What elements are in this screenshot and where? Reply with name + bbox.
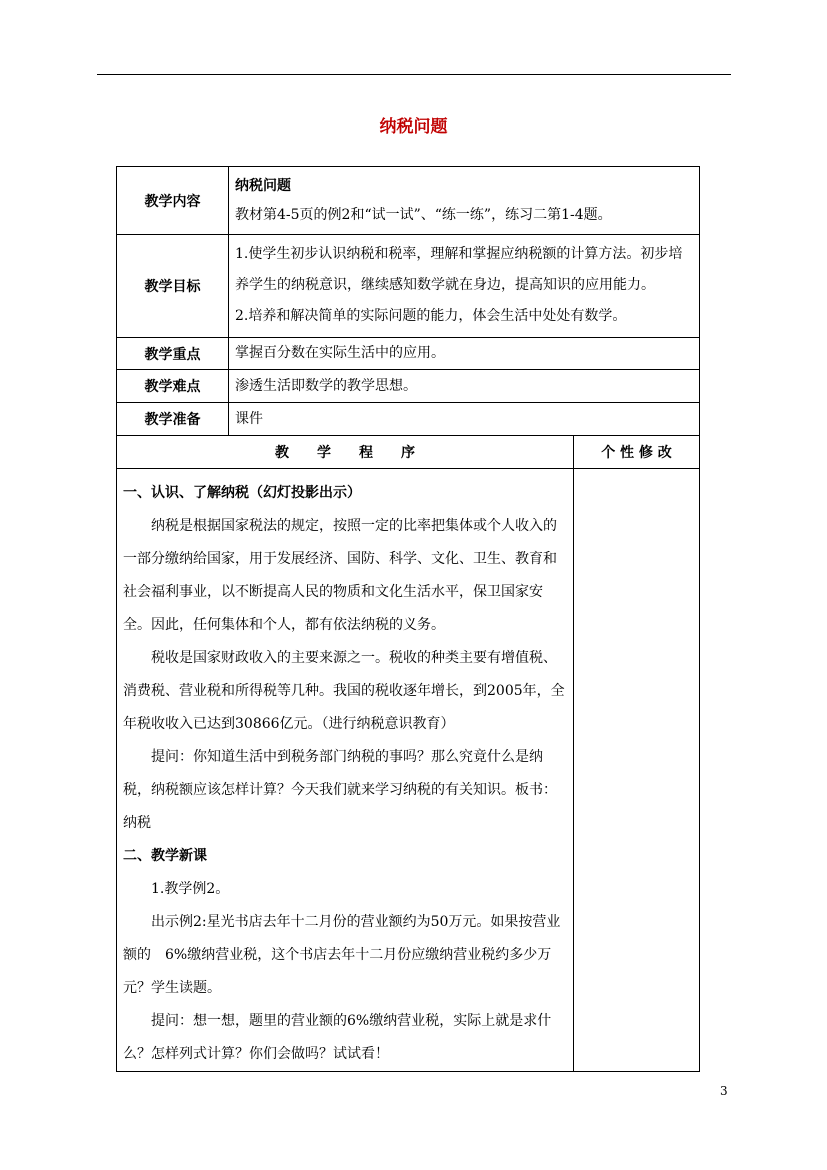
row-teaching-content <box>117 167 700 235</box>
row-headers <box>117 436 700 469</box>
section-1-title: 一、认识、了解纳税（幻灯投影出示） <box>123 485 361 501</box>
section-2-para-2: 出示例2:星光书店去年十二月份的营业额约为50万元。如果按营业额的 6%缴纳营业税，这个书店去年十二月份应缴纳营业税约多少万元？学生读题。 <box>123 914 561 996</box>
label-preparation: 教学准备 <box>117 403 229 436</box>
preparation-text: 课件 <box>229 403 700 436</box>
procedure-content <box>117 469 574 1072</box>
header-rule <box>97 74 731 75</box>
section-2-para-1: 1.教学例2。 <box>151 881 230 897</box>
row-teaching-goals <box>117 235 700 338</box>
modify-column <box>574 469 700 1072</box>
section-1-para-3: 提问：你知道生活中到税务部门纳税的事吗？那么究竟什么是纳税，纳税额应该怎样计算？今天我们就来学习纳税的有关知识。板书：纳税 <box>123 749 557 831</box>
section-1-para-2: 税收是国家财政收入的主要来源之一。税收的种类主要有增值税、消费税、营业税和所得税等几种。我国的税收逐年增长，到2005年，全年税收收入已达到30866亿元。（进行纳税意识教育） <box>123 650 565 732</box>
goal-2: 2.培养和解决简单的实际问题的能力，体会生活中处处有数学。 <box>235 308 627 324</box>
row-difficulties <box>117 370 700 403</box>
section-2-title: 二、教学新课 <box>123 848 207 864</box>
label-key-points: 教学重点 <box>117 338 229 370</box>
header-modify: 个 性 修 改 <box>574 436 700 469</box>
label-teaching-content: 教学内容 <box>117 167 229 235</box>
content-title: 纳税问题 <box>235 178 291 194</box>
document-title: 纳税问题 <box>379 117 448 137</box>
label-difficulties: 教学难点 <box>117 370 229 403</box>
row-key-points <box>117 338 700 370</box>
header-procedure: 教 学 程 序 <box>117 436 574 469</box>
row-procedure-body <box>117 469 700 1072</box>
difficulties-text: 渗透生活即数学的教学思想。 <box>229 370 700 403</box>
page-number: 3 <box>720 1084 728 1098</box>
content-detail: 教材第4-5页的例2和“试一试”、“练一练”，练习二第1-4题。 <box>235 207 612 223</box>
goal-1: 1.使学生初步认识纳税和税率，理解和掌握应纳税额的计算方法。初步培养学生的纳税意识，继续感知数学就在身边，提高知识的应用能力。 <box>235 246 683 293</box>
section-2-para-3: 提问：想一想，题里的营业额的6%缴纳营业税，实际上就是求什么？怎样列式计算？你们会做吗？试试看！ <box>123 1013 552 1062</box>
key-points-text: 掌握百分数在实际生活中的应用。 <box>229 338 700 370</box>
row-preparation <box>117 403 700 436</box>
lesson-plan-table <box>116 166 699 1070</box>
label-teaching-goals: 教学目标 <box>117 235 229 338</box>
section-1-para-1: 纳税是根据国家税法的规定，按照一定的比率把集体或个人收入的一部分缴纳给国家，用于发展经济、国防、科学、文化、卫生、教育和社会福利事业，以不断提高人民的物质和文化生活水平，保卫国家安全。因此，任何集体和个人，都有依法纳税的义务。 <box>123 518 557 633</box>
